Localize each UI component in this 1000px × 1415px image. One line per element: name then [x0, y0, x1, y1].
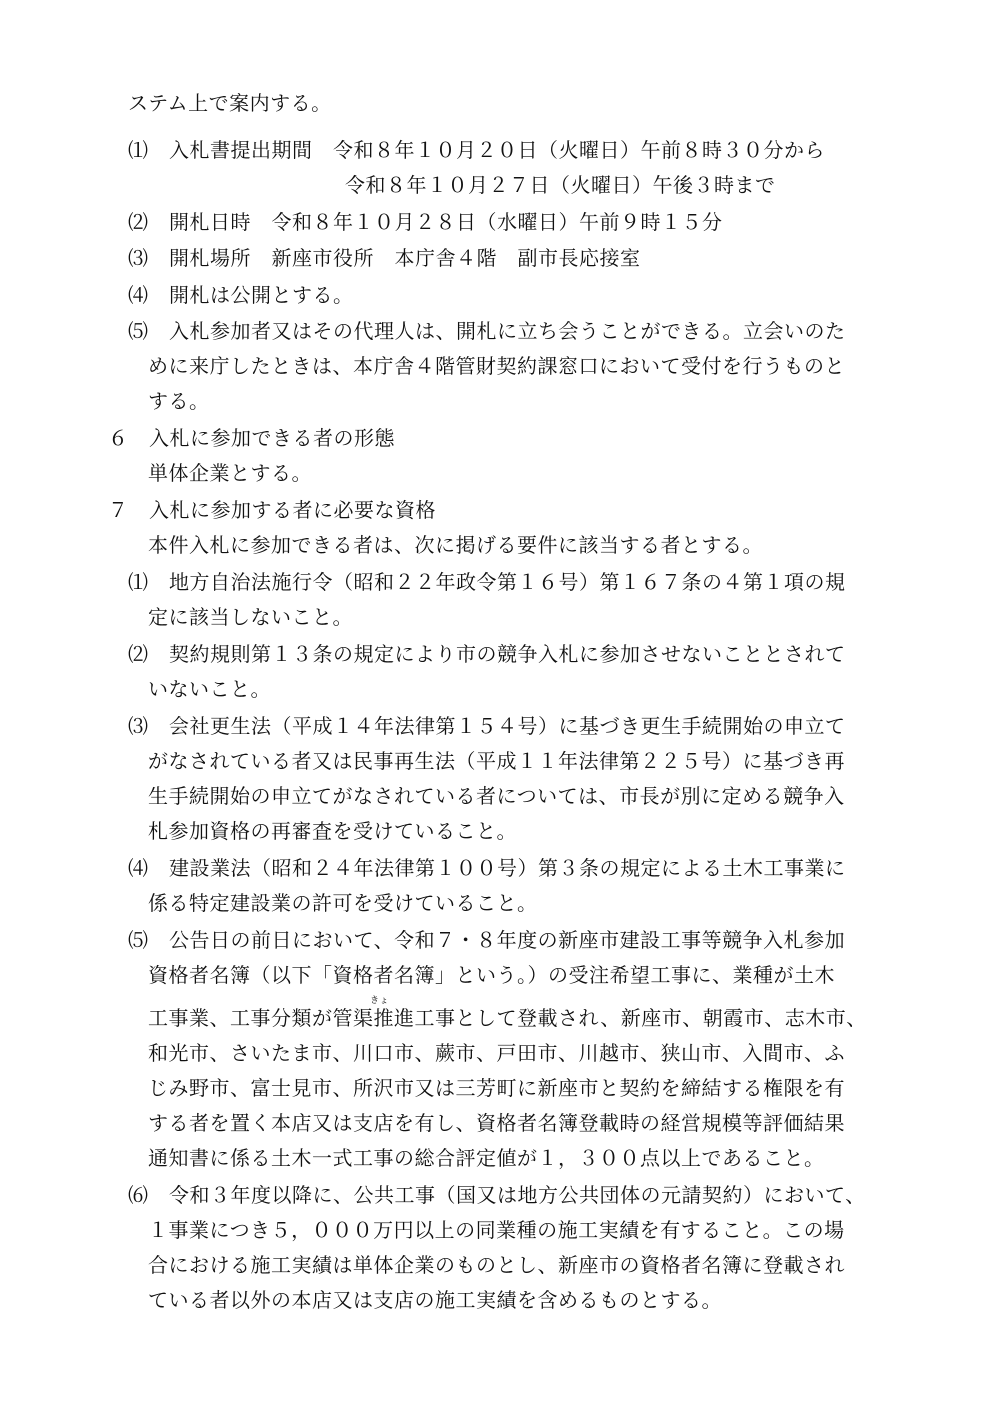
text-line: 合における施工実績は単体企業のものとし、新座市の資格者名簿に登載され: [148, 1253, 845, 1277]
text-line: ⑸ 入札参加者又はその代理人は、開札に立ち会うことができる。立会いのた: [128, 319, 846, 343]
text-line: ⑸ 公告日の前日において、令和７・８年度の新座市建設工事等競争入札参加: [128, 928, 846, 952]
section-heading: ７ 入札に参加する者に必要な資格: [108, 498, 436, 522]
text-line: 単体企業とする。: [148, 461, 312, 485]
text-line: がなされている者又は民事再生法（平成１１年法律第２２５号）に基づき再: [148, 749, 845, 773]
text-line: 札参加資格の再審査を受けていること。: [148, 819, 517, 843]
text-line: する者を置く本店又は支店を有し、資格者名簿登載時の経営規模等評価結果: [148, 1111, 845, 1135]
text-line: 和光市、さいたま市、川口市、蕨市、戸田市、川越市、狭山市、入間市、ふ: [148, 1041, 845, 1065]
text-line: ⑶ 会社更生法（平成１４年法律第１５４号）に基づき更生手続開始の申立て: [128, 714, 846, 738]
ruby-reading: きょ: [370, 996, 390, 1006]
text-line: いないこと。: [148, 677, 271, 701]
text-line: 通知書に係る土木一式工事の総合評定値が１，３００点以上であること。: [148, 1146, 825, 1170]
text-line: 本件入札に参加できる者は、次に掲げる要件に該当する者とする。: [148, 533, 763, 557]
text-line: ⑴ 地方自治法施行令（昭和２２年政令第１６号）第１６７条の４第１項の規: [128, 570, 846, 594]
text-line: 係る特定建設業の許可を受けていること。: [148, 891, 538, 915]
text-line: 資格者名簿（以下「資格者名簿」という。）の受注希望工事に、業種が土木: [148, 963, 835, 987]
text-line: ている者以外の本店又は支店の施工実績を含めるものとする。: [148, 1288, 722, 1312]
text-line: めに来庁したときは、本庁舎４階管財契約課窓口において受付を行うものと: [148, 354, 845, 378]
text-line: する。: [148, 389, 210, 413]
section-heading: ６ 入札に参加できる者の形態: [108, 426, 395, 450]
text-line: ステム上で案内する。: [128, 91, 332, 115]
text-line: 工事業、工事分類が管渠推進工事として登載され、新座市、朝霞市、志木市、: [148, 1006, 867, 1030]
text-line: ⑶ 開札場所 新座市役所 本庁舎４階 副市長応接室: [128, 246, 641, 270]
text-line: ⑷ 建設業法（昭和２４年法律第１００号）第３条の規定による土木工事業に: [128, 856, 846, 880]
text-line: １事業につき５，０００万円以上の同業種の施工実績を有すること。この場: [148, 1218, 845, 1242]
text-line: ⑵ 契約規則第１３条の規定により市の競争入札に参加させないこととされて: [128, 642, 846, 666]
text-line: ⑵ 開札日時 令和８年１０月２８日（水曜日）午前９時１５分: [128, 210, 723, 234]
text-line: ⑹ 令和３年度以降に、公共工事（国又は地方公共団体の元請契約）において、: [128, 1183, 866, 1207]
text-line: ⑷ 開札は公開とする。: [128, 283, 354, 307]
text-line: ⑴ 入札書提出期間 令和８年１０月２０日（火曜日）午前８時３０分から: [128, 138, 825, 162]
text-line: 定に該当しないこと。: [148, 605, 353, 629]
text-line: じみ野市、富士見市、所沢市又は三芳町に新座市と契約を締結する権限を有: [148, 1076, 845, 1100]
text-line: 令和８年１０月２７日（火曜日）午後３時まで: [345, 173, 776, 197]
text-line: 生手続開始の申立てがなされている者については、市長が別に定める競争入: [148, 784, 845, 808]
